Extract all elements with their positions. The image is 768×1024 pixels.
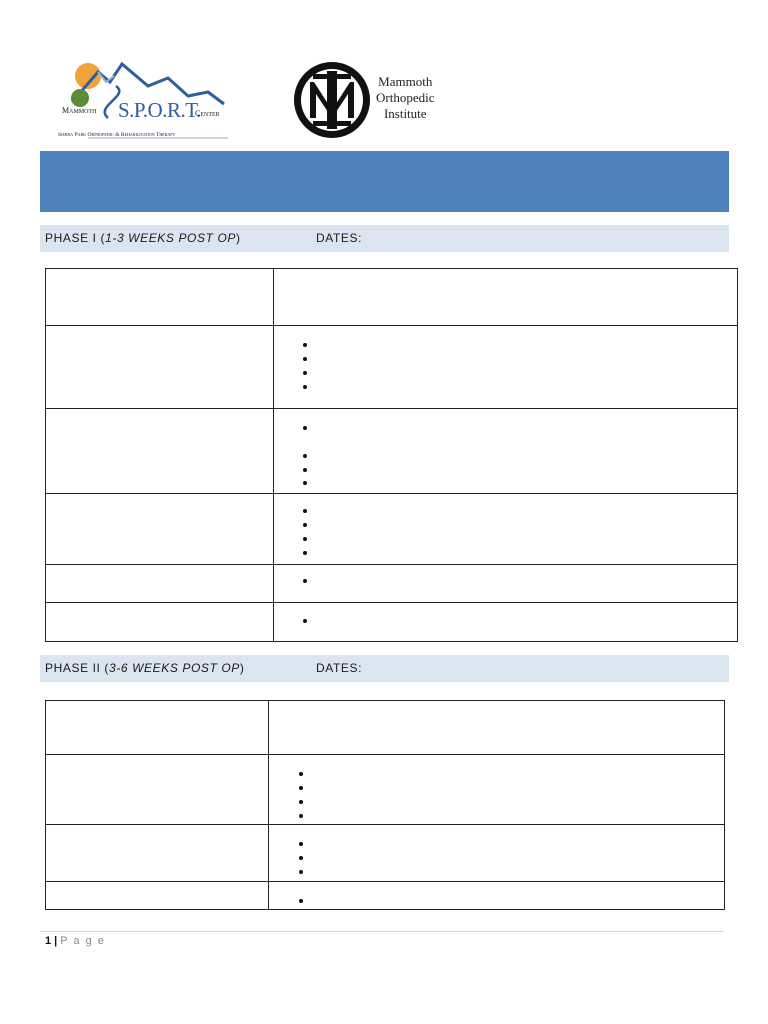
table-cell-content bbox=[269, 882, 725, 910]
sport-logo-word-main: S.P.O.R.T. bbox=[118, 98, 201, 122]
phase-2-label: PHASE II (3-6 WEEKS POST OP) bbox=[45, 661, 245, 675]
table-cell-label bbox=[46, 269, 274, 326]
table-cell-content bbox=[274, 565, 738, 603]
table-row bbox=[46, 603, 738, 642]
sport-logo-word-left: Mammoth bbox=[62, 106, 97, 115]
table-cell-label bbox=[46, 603, 274, 642]
table-cell-label bbox=[46, 882, 269, 910]
table-cell-label bbox=[46, 409, 274, 494]
table-row bbox=[46, 269, 738, 326]
table-cell-content bbox=[274, 269, 738, 326]
bullet-icon bbox=[299, 800, 303, 804]
table-cell-content bbox=[269, 825, 725, 882]
bullet-icon bbox=[303, 371, 307, 375]
table-cell-label bbox=[46, 755, 269, 825]
bullet-icon bbox=[303, 426, 307, 430]
bullet-icon bbox=[299, 856, 303, 860]
table-cell-content bbox=[274, 494, 738, 565]
title-banner bbox=[40, 151, 729, 212]
page-word: P a g e bbox=[60, 935, 106, 947]
bullet-icon bbox=[303, 343, 307, 347]
phase-1-table bbox=[45, 268, 738, 642]
table-row bbox=[46, 409, 738, 494]
sport-center-logo bbox=[58, 56, 236, 144]
institute-name-line3: Institute bbox=[383, 106, 427, 121]
phase-1-label: PHASE I (1-3 WEEKS POST OP) bbox=[45, 231, 241, 245]
page-footer bbox=[45, 935, 105, 947]
table-row bbox=[46, 755, 725, 825]
bullet-icon bbox=[299, 786, 303, 790]
table-row bbox=[46, 565, 738, 603]
institute-name bbox=[376, 74, 434, 122]
bullet-icon bbox=[303, 509, 307, 513]
table-cell-content bbox=[274, 409, 738, 494]
bullet-icon bbox=[299, 899, 303, 903]
bullet-icon bbox=[303, 454, 307, 458]
institute-emblem-icon bbox=[292, 60, 372, 140]
table-cell-content bbox=[274, 326, 738, 409]
institute-name-line1: Mammoth bbox=[378, 74, 433, 89]
bullet-icon bbox=[299, 772, 303, 776]
page-number: 1 bbox=[45, 935, 52, 947]
sport-logo-word-right: Center bbox=[195, 109, 220, 118]
bullet-icon bbox=[303, 551, 307, 555]
footer-divider bbox=[40, 931, 724, 932]
phase-2-table bbox=[45, 700, 725, 910]
bullet-icon bbox=[303, 537, 307, 541]
table-row bbox=[46, 326, 738, 409]
table-cell-content bbox=[274, 603, 738, 642]
bullet-icon bbox=[303, 481, 307, 485]
table-row bbox=[46, 825, 725, 882]
bullet-icon bbox=[299, 870, 303, 874]
bullet-icon bbox=[303, 357, 307, 361]
bullet-icon bbox=[303, 385, 307, 389]
bullet-icon bbox=[303, 579, 307, 583]
phase-1-header bbox=[40, 225, 729, 252]
table-cell-content bbox=[269, 701, 725, 755]
sport-logo-tagline: Sierra Park Orthopedic & Rehabilitation Therapy bbox=[58, 132, 176, 138]
table-cell-label bbox=[46, 825, 269, 882]
bullet-icon bbox=[303, 619, 307, 623]
table-cell-label bbox=[46, 494, 274, 565]
footer-separator: | bbox=[54, 935, 58, 947]
phase-2-header bbox=[40, 655, 729, 682]
table-cell-label bbox=[46, 565, 274, 603]
table-row bbox=[46, 882, 725, 910]
table-cell-label bbox=[46, 701, 269, 755]
bullet-icon bbox=[303, 468, 307, 472]
table-row bbox=[46, 494, 738, 565]
bullet-icon bbox=[303, 523, 307, 527]
table-row bbox=[46, 701, 725, 755]
table-cell-label bbox=[46, 326, 274, 409]
bullet-icon bbox=[299, 814, 303, 818]
bullet-icon bbox=[299, 842, 303, 846]
table-cell-content bbox=[269, 755, 725, 825]
institute-name-line2: Orthopedic bbox=[376, 90, 435, 105]
phase-2-dates-label: DATES: bbox=[316, 661, 363, 675]
phase-1-dates-label: DATES: bbox=[316, 231, 363, 245]
